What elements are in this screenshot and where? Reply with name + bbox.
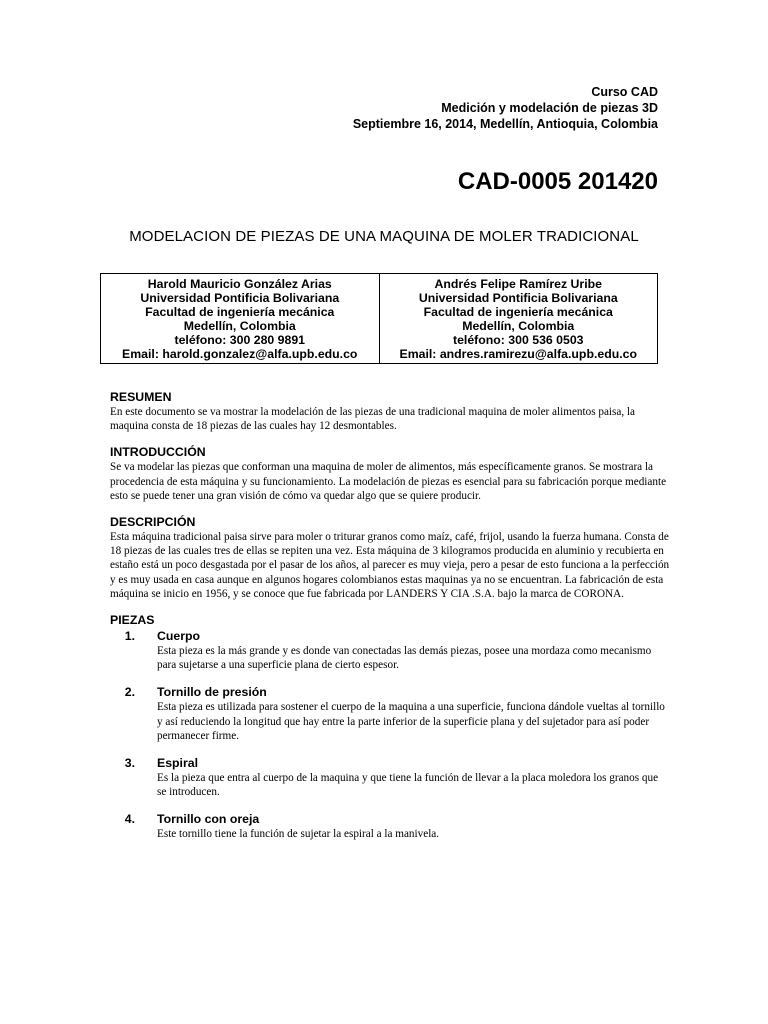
author-city: Medellín, Colombia xyxy=(183,319,296,333)
course-name: Curso CAD xyxy=(591,85,658,99)
item-text: Esta pieza es utilizada para sostener el cuerpo de la maquina a una superficie, funciona dándole vueltas al tornillo y así reduciendo la longitud que hay entre la parte inferior de la superficie plana y del sujetador para así poder permanecer firme. xyxy=(157,701,665,742)
section-text: Esta máquina tradicional paisa sirve para moler o triturar granos como maíz, café, frijol, usando la fuerza humana. Consta de 18 piezas de las cuales tres de ellas se repiten una vez. Esta máquina de 3 kilogramos producida en aluminio y recubierta en estaño está un poco desgastada por el pasar de los años, al parecer es muy vieja, pero a pesar de esto funciona a la perfección y es muy usada en casa aunque en algunos hogares colombianos estas maquinas ya no se encuentran. La fabricación de esta máquina se inicio en 1956, y se conoce que fue fabricada por LANDERS Y CIA .S.A. bajo la marca de CORONA. xyxy=(110,531,670,600)
document-body xyxy=(110,390,670,855)
author-university: Universidad Pontificia Bolivariana xyxy=(418,291,618,305)
author-phone: teléfono: 300 280 9891 xyxy=(174,333,306,347)
pieces-list xyxy=(110,629,670,842)
item-title: Espiral xyxy=(157,756,199,771)
item-text: Es la pieza que entra al cuerpo de la maquina y que tiene la función de llevar a la placa moledora los granos que se introducen. xyxy=(157,772,659,799)
list-item xyxy=(110,812,670,841)
item-title: Tornillo con oreja xyxy=(157,812,260,827)
author-email: Email: andres.ramirezu@alfa.upb.edu.co xyxy=(399,347,637,361)
document-title: MODELACION DE PIEZAS DE UNA MAQUINA DE MOLER TRADICIONAL xyxy=(129,228,639,245)
author-name: Harold Mauricio González Arias xyxy=(147,277,332,291)
section-heading: DESCRIPCIÓN xyxy=(110,515,196,530)
section-heading: INTRODUCCIÓN xyxy=(110,445,206,460)
item-number: 3. xyxy=(124,756,135,771)
item-number: 4. xyxy=(124,812,135,827)
section-resumen xyxy=(110,390,670,433)
author-cell-1 xyxy=(101,274,379,363)
author-faculty: Facultad de ingeniería mecánica xyxy=(423,305,613,319)
section-piezas xyxy=(110,613,670,842)
item-title: Tornillo de presión xyxy=(157,685,267,700)
item-title: Cuerpo xyxy=(157,629,201,644)
item-text: Esta pieza es la más grande y es donde van conectadas las demás piezas, posee una mordaza como mecanismo para sujetarse a una superficie plana de cierto espesor. xyxy=(157,645,652,672)
list-item xyxy=(110,629,670,672)
course-subject: Medición y modelación de piezas 3D xyxy=(441,101,658,115)
date-place: Septiembre 16, 2014, Medellín, Antioquia, Colombia xyxy=(352,117,658,131)
author-phone: teléfono: 300 536 0503 xyxy=(452,333,584,347)
section-heading: PIEZAS xyxy=(110,613,155,628)
section-text: En este documento se va mostrar la modelación de las piezas de una tradicional maquina de moler alimentos paisa, la maquina consta de 18 piezas de las cuales hay 12 desmontables. xyxy=(110,406,636,433)
author-email: Email: harold.gonzalez@alfa.upb.edu.co xyxy=(122,347,358,361)
author-faculty: Facultad de ingeniería mecánica xyxy=(145,305,335,319)
authors-table xyxy=(100,273,658,364)
document-code: CAD-0005 201420 xyxy=(457,168,658,195)
item-number: 1. xyxy=(124,629,135,644)
section-text: Se va modelar las piezas que conforman una maquina de moler de alimentos, más específicamente granos. Se mostrara la procedencia de esta máquina y su funcionamiento. La modelación de piezas es esencial para su fabricación porque mediante esto se puede tener una gran visión de cómo va quedar algo que se quiere producir. xyxy=(110,461,667,502)
item-number: 2. xyxy=(124,685,135,700)
author-name: Andrés Felipe Ramírez Uribe xyxy=(434,277,602,291)
author-city: Medellín, Colombia xyxy=(462,319,575,333)
section-heading: RESUMEN xyxy=(110,390,172,404)
author-cell-2 xyxy=(379,274,658,363)
author-university: Universidad Pontificia Bolivariana xyxy=(140,291,340,305)
list-item xyxy=(110,756,670,799)
list-item xyxy=(110,685,670,743)
section-introduccion xyxy=(110,445,670,503)
section-descripcion xyxy=(110,515,670,601)
document-header xyxy=(353,84,658,132)
item-text: Este tornillo tiene la función de sujetar la espiral a la manivela. xyxy=(157,828,440,841)
